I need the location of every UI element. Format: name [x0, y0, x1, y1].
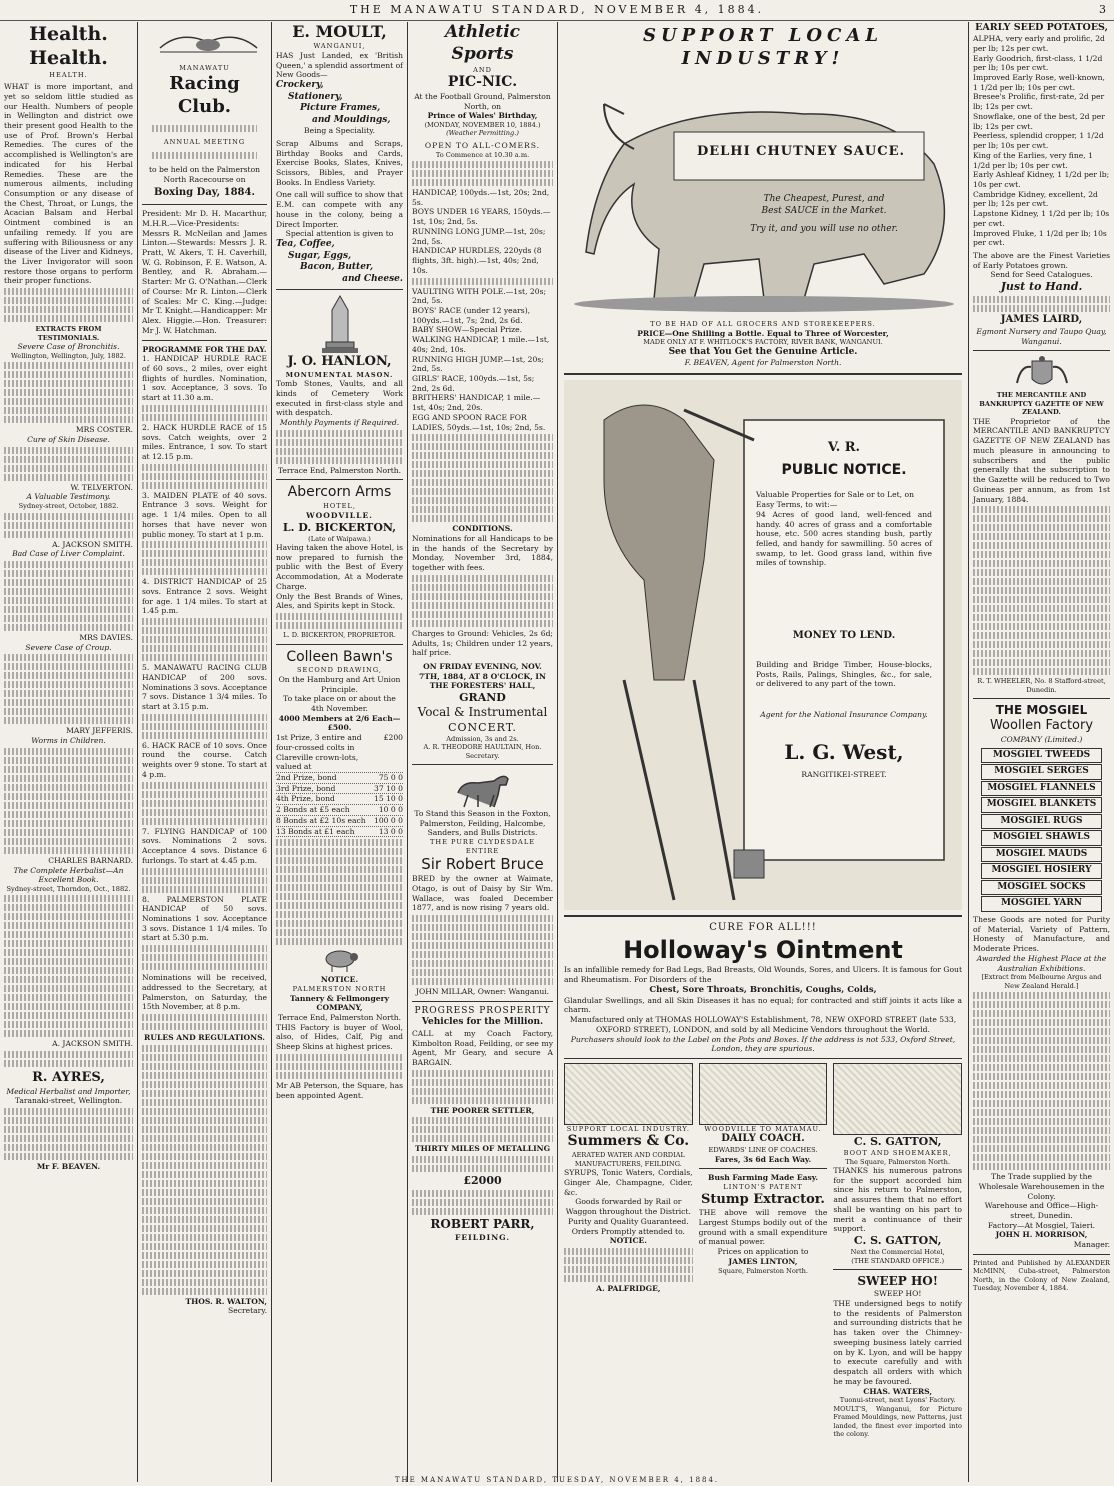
footer-line: THE MANAWATU STANDARD, TUESDAY, NOVEMBER 4, 1884.	[394, 1476, 720, 1484]
prize-label: 2nd Prize, bond	[276, 773, 337, 783]
moult-item: Stationery,	[288, 91, 343, 102]
stump-text: THE above will remove the Largest Stumps bodily out of the ground with a small expenditure of manual power.	[698, 1208, 828, 1247]
case-place: Sydney-street, Thorndon, Oct., 1882.	[6, 884, 131, 893]
chutney-made: MADE ONLY AT F. WHITLOCK'S FACTORY, RIVER BANK, WANGANUI.	[643, 338, 883, 347]
seed-variety: Snowflake, one of the best, 2d per lb; 12s per cwt.	[973, 111, 1105, 131]
ayres-name: R. AYRES,	[32, 1070, 105, 1086]
morrison-name: JOHN H. MORRISON,	[995, 1230, 1088, 1240]
racing-crest-icon	[150, 28, 259, 58]
stud-heading: To Stand this Season in the Foxton, Palmerston, Feilding, Halcombe, Sanders, and Bulls Districts.	[414, 809, 551, 838]
settler: THE POORER SETTLER,	[430, 1105, 535, 1115]
woodville-route: WOODVILLE TO MATAMAU.	[704, 1125, 822, 1134]
race-item: 6. HACK RACE of 10 sovs. Once round the course. Catch weights over 9 stone. To start at 4 p.m.	[142, 740, 267, 779]
gazette-heading: THE MERCANTILE AND BANKRUPTCY GAZETTE OF NEW ZEALAND.	[979, 391, 1104, 417]
case-signature: A. JACKSON SMITH.	[52, 539, 133, 549]
sweep-heading: SWEEP HO!	[857, 1273, 939, 1288]
summers-advert	[564, 1063, 693, 1438]
club-small: MANAWATU	[179, 64, 230, 72]
moult-item: Crockery,	[276, 80, 324, 91]
building-illustration-icon	[833, 1063, 962, 1135]
seeds-heading: EARLY SEED POTATOES,	[975, 22, 1108, 33]
chutney-agent: F. BEAVEN, Agent for Palmerston North.	[684, 358, 842, 368]
holloway-text: Is an infallible remedy for Bad Legs, Bad Breasts, Old Wounds, Sores, and Ulcers. It is famous for Gout and Rheumatism. For Disorders of the	[564, 965, 962, 985]
club-name: Racing Club.	[169, 73, 240, 118]
prize-value: 75 0 0	[378, 773, 403, 783]
vehicles-heading: Vehicles for the Million.	[421, 1017, 544, 1028]
concert-grand: GRAND	[459, 691, 506, 705]
concert-evening: ON FRIDAY EVENING, NOV. 7TH, 1884, AT 8 O'CLOCK, IN THE FORESTERS' HALL,	[419, 662, 546, 691]
prize-row	[276, 805, 403, 816]
race-item: 8. PALMERSTON PLATE HANDICAP of 50 sovs. Nominations 1 sov. Acceptance 3 sovs. Distance 1 1/4 miles. To start at 5.30 p.m.	[142, 894, 267, 943]
seeds-catalogues: Send for Seed Catalogues.	[990, 270, 1093, 280]
moult-town: WANGANUI,	[313, 42, 366, 51]
moult-mouldings: MOULT'S, Wanganui, for Picture Framed Mouldings, new Patterns, just landed, the finest ever imported into the colony.	[833, 1404, 963, 1438]
health-intro: WHAT is more important, and yet so seldom little studied as our Health. Numbers of people in Wellington and district owe their present good Health to the use of Prof. Brown's Herbal Remedies. The cures of the accomplished is Wellington's are indicated for his Herbal Remedies. These are the numerous ailments, including Consumption or any disease of the Chest, Throat, or Lungs, the Acacian Balsam and Herbal Ointment combined is an unfailing remedy. If you are suffering with Biliousness or any disease of the Liver and Kidneys, the Liver Invigorator will soon restore those organs to perform their proper functions.	[4, 82, 133, 286]
money-to-lend: MONEY TO LEND.	[792, 629, 896, 641]
linton-name: JAMES LINTON,	[728, 1256, 798, 1266]
chutney-tag: The Cheapest, Purest, and	[763, 194, 885, 205]
event-item: VAULTING WITH POLE.—1st, 20s; 2nd, 5s.	[412, 286, 547, 306]
coach-fares: Fares, 3s 6d Each Way.	[714, 1154, 812, 1164]
stud-owner: JOHN MILLAR, Owner: Wanganui.	[415, 987, 550, 997]
prize-value: £200	[383, 733, 403, 743]
imprint: Printed and Published by ALEXANDER McMINN, Cuba-street, Palmerston North, in the Colony of New Zealand, Tuesday, November 4, 1884.	[973, 1258, 1110, 1293]
mosgiel-item: MOSGIEL SOCKS	[981, 880, 1102, 896]
horse-icon	[412, 769, 553, 809]
health-heading: Health. Health.	[29, 23, 108, 70]
case-signature: MRS DAVIES.	[79, 632, 133, 642]
factory-illustration-icon	[564, 1063, 693, 1125]
painter-illustration-icon	[564, 380, 962, 910]
mosgiel-factory-loc: Factory—At Mosgiel, Taieri.	[987, 1220, 1096, 1230]
event-item: BABY SHOW—Special Prize.	[412, 325, 523, 335]
masthead-title: THE MANAWATU STANDARD, NOVEMBER 4, 1884.	[349, 3, 765, 16]
holloway-made: Manufactured only at THOMAS HOLLOWAY'S Establishment, 78, NEW OXFORD STREET (late 533, OXFORD STREET), LONDON, and sold by all Medicine Vendors throughout the World.	[569, 1015, 957, 1034]
materials-text: Building and Bridge Timber, House-blocks, Posts, Rails, Palings, Shingles, &c., for sale, or delivered to any part of the town.	[756, 659, 932, 689]
sweep-sign: CHAS. WATERS,	[863, 1386, 933, 1396]
prize-row	[276, 773, 403, 784]
case-title: A Valuable Testimony.	[26, 492, 111, 502]
mosgiel-heading: THE MOSGIEL	[995, 703, 1088, 718]
mosgiel-factory: Woollen Factory	[989, 718, 1094, 734]
metalling: THIRTY MILES OF METALLING	[414, 1144, 551, 1154]
stump-extractor: Stump Extractor.	[701, 1191, 825, 1207]
gatton-name: C. S. GATTON,	[853, 1234, 942, 1248]
lgwest-street: RANGITIKEI-STREET.	[801, 769, 887, 779]
seed-variety: ALPHA, very early and prolific, 2d per lb; 12s per cwt.	[973, 34, 1105, 53]
hanlon-payments: Monthly Payments if Required.	[279, 418, 400, 428]
partridge-name: A. PALFRIDGE,	[596, 1284, 661, 1293]
seed-variety: King of the Earlies, very fine, 1 1/2d per lb; 10s per cwt.	[973, 150, 1093, 170]
vehicles-text: CALL at my Coach Factory, Kimbolton Road, Feilding, or see my Agent, Mr Geary, and secure A BARGAIN.	[412, 1028, 553, 1068]
officers: President: Mr D. H. Macarthur, M.H.R.—Vice-Presidents: Messrs R. McNeilan and James Linton.—Stewards: Messrs J. R. Pratt, W. Akers, T. H. Caverhill, W. G. Robinson, F. E. Watson, A. Bentley, and R. Abraham.—Starter: Mr G. O'Nathan.—Clerk of Course: Mr R. Linton.—Clerk of Scales: Mr C. King.—Judge: Mr T. Knight.—Handicapper: Mr Alex. Higgie.—Hon. Treasurer: Mr J. W. Hatchman.	[142, 209, 267, 335]
sports-day: Prince of Wales' Birthday,	[427, 111, 538, 121]
mosgiel-trade: The Trade supplied by the Wholesale Warehousemen in the Colony.	[978, 1172, 1105, 1201]
prize-value: 10 0 0	[378, 805, 403, 815]
holloway-purchasers: Purchasers should look to the Label on the Pots and Boxes. If the address is not 533, Oxford Street, London, they are spurious.	[570, 1034, 956, 1054]
stud-name: Sir Robert Bruce	[421, 855, 544, 874]
summers-name: Summers & Co.	[567, 1133, 690, 1150]
prize-value: 15 10 0	[374, 794, 403, 804]
gazette-sign: R. T. WHEELER, No. 8 Stafford-street, Dunedin.	[977, 677, 1106, 694]
sweep-text: THE undersigned begs to notify to the residents of Palmerston and surrounding districts that he has taken over the Chimney-sweeping business lately carried on by K. Lyon, and will be happy to execute carefully and with despatch all orders with which he may be favoured.	[833, 1299, 963, 1386]
prize-value: 37 10 0	[374, 783, 403, 793]
sports-date: (MONDAY, NOVEMBER 10, 1884.)	[424, 121, 541, 129]
public-notice-advert	[564, 380, 962, 910]
mosgiel-award: Awarded the Highest Place at the Australian Exhibitions.	[976, 953, 1107, 973]
seed-variety: Improved Fluke, 1 1/2d per lb; 10s per cwt.	[973, 228, 1107, 248]
agent-name: Mr F. BEAVEN.	[36, 1162, 101, 1172]
mosgiel-company: COMPANY (Limited.)	[1000, 735, 1083, 745]
summers-goods: Goods forwarded by Rail or Waggon throughout the District.	[565, 1197, 691, 1217]
colleen-date: To take place on or about the 4th November.	[283, 694, 396, 714]
seed-variety: Cambridge Kidney, excellent, 2d per lb; 12s per cwt.	[973, 189, 1098, 209]
prize-list	[276, 733, 403, 837]
case-signature: A. JACKSON SMITH.	[52, 1039, 133, 1049]
testimonials-heading: EXTRACTS FROM TESTIMONIALS.	[35, 325, 102, 342]
masthead	[0, 0, 1114, 21]
edwards-line: EDWARDS' LINE OF COACHES.	[708, 1146, 818, 1155]
column-sports	[408, 22, 557, 1482]
column-moult	[272, 22, 407, 1482]
mosgiel-item: MOSGIEL BLANKETS	[981, 797, 1102, 813]
moult-name: E. MOULT,	[292, 22, 387, 41]
case-signature: CHARLES BARNARD.	[48, 855, 133, 865]
conditions-text: Nominations for all Handicaps to be in the hands of the Secretary by Monday, November 3rd, 1884, together with fees.	[412, 534, 553, 573]
case-signature: MARY JEFFERIS.	[66, 726, 133, 736]
seed-variety: Early Ashleaf Kidney, 1 1/2d per lb; 10s per cwt.	[973, 170, 1110, 189]
conditions-heading: CONDITIONS.	[452, 524, 513, 534]
event-item: RUNNING LONG JUMP.—1st, 20s; 2nd, 5s.	[412, 226, 546, 246]
case-place: Wellington, Wellington, July, 1882.	[11, 351, 126, 360]
secretary-name: THOS. R. WALTON,	[185, 1296, 267, 1306]
seeds-above: The above are the Finest Varieties of Early Potatoes grown.	[973, 250, 1110, 270]
mosgiel-item: MOSGIEL HOSIERY	[981, 863, 1102, 879]
tannery-sign: Mr AB Peterson, the Square, has been appointed Agent.	[276, 1080, 403, 1100]
gatton-address: The Square, Palmerston North.	[845, 1157, 950, 1166]
race-item: 5. MANAWATU RACING CLUB HANDICAP of 200 sovs. Nominations 3 sovs. Acceptance 7 sovs. Distance 1 3/4 miles. To start at 3.15 p.m.	[142, 663, 267, 712]
prize-label: 1st Prize, 3 entire and four-crossed colts in Clareville crown-lots, valued at	[276, 733, 362, 772]
sports-picnic: PIC-NIC.	[447, 73, 518, 90]
colleen-name: Colleen Bawn's	[286, 648, 393, 665]
hotel-name: Abercorn Arms	[287, 484, 392, 501]
summers-items: SYRUPS, Tonic Waters, Cordials, Ginger Ale, Champagne, Cider, &c.	[564, 1168, 693, 1197]
tannery-text: THIS Factory is buyer of Wool, also, of Hides, Calf, Pig and Sheep Skins at highest prices.	[276, 1022, 403, 1052]
moult-grocery: and Cheese.	[342, 273, 403, 284]
programme-heading: PROGRAMME FOR THE DAY.	[142, 344, 267, 354]
case-signature: MRS COSTER.	[75, 425, 133, 435]
bush-farming: Bush Farming Made Easy.	[708, 1173, 818, 1183]
secretary-title: Secretary.	[228, 1306, 267, 1316]
case-title: The Complete Herbalist—An Excellent Book.	[13, 865, 124, 885]
holloway-cure: CURE FOR ALL!!!	[709, 921, 817, 933]
nominations: Nominations will be received, addressed to the Secretary, at Palmerston, on Saturday, the 15th November, at 8 p.m.	[142, 973, 267, 1012]
partridge-notice: NOTICE.	[609, 1236, 647, 1246]
prize-label: 4th Prize, bond	[276, 794, 335, 804]
sheep-icon	[276, 947, 403, 975]
prize-value: 100 0 0	[374, 815, 403, 825]
sports-venue: At the Football Ground, Palmerston North, on	[414, 91, 551, 111]
prize-label: 2 Bonds at £5 each	[276, 805, 350, 815]
event-item: EGG AND SPOON RACE FOR LADIES, 50yds.—1st, 10s; 2nd, 5s.	[412, 412, 546, 432]
concert-title: CONCERT.	[448, 720, 517, 734]
moult-text: HAS Just Landed, ex 'British Queen,' a splendid assortment of New Goods—	[276, 50, 403, 80]
colleen-sub: SECOND DRAWING,	[297, 666, 382, 675]
gatton-text: THANKS his numerous patrons for the support accorded him since his return to Palmerston, and assures them that no effort shall be wanting on his part to merit a continuance of their support.	[833, 1165, 963, 1234]
moult-speciality: Being a Speciality.	[304, 126, 375, 136]
summers-orders: Orders Promptly attended to.	[571, 1226, 685, 1236]
prize-label: 3rd Prize, bond	[276, 783, 336, 793]
mosgiel-item: MOSGIEL SHAWLS	[981, 830, 1102, 846]
tannery-town: PALMERSTON NORTH	[292, 985, 387, 994]
hotel-owner: L. D. BICKERTON,	[282, 520, 397, 534]
support-heading: SUPPORT LOCAL INDUSTRY!	[642, 25, 884, 70]
mosgiel-item: MOSGIEL TWEEDS	[981, 748, 1102, 764]
morrison-title: Manager.	[1073, 1240, 1110, 1250]
chutney-advert	[564, 74, 962, 314]
hotel-late: (Late of Waipawa.)	[308, 534, 371, 543]
ayres-trade: Medical Herbalist and Importer,	[6, 1086, 131, 1096]
sports-heading: Athletic Sports	[444, 22, 521, 64]
summers-purity: Purity and Quality Guaranteed.	[568, 1216, 689, 1226]
notice-title: NOTICE.	[320, 975, 359, 985]
stump-prices: Prices on application to	[717, 1247, 809, 1257]
event-item: HANDICAP HURDLES, 220yds (8 flights, 3ft. high).—1st, 40s; 2nd, 10s.	[412, 246, 542, 275]
gazette-text: THE Proprietor of the MERCANTILE AND BANKRUPTCY GAZETTE OF NEW ZEALAND has much pleasure in announcing to subscribers and the public generally that the subscription to the Gazette will be reduced to Two Guineas per annum, as from 1st January, 1884.	[973, 416, 1110, 504]
page-number: 3	[1099, 3, 1106, 16]
vr-mark: V. R.	[827, 439, 861, 455]
race-item: 2. HACK HURDLE RACE of 15 sovs. Catch weights, over 2 miles. Entrance, 1 sov. To start at 12.15 p.m.	[142, 422, 267, 461]
case-title: Severe Case of Croup.	[25, 642, 112, 652]
gatton-name: C. S. GATTON,	[853, 1135, 942, 1149]
hanlon-name: J. O. HANLON,	[287, 354, 392, 370]
chutney-obtain: TO BE HAD OF ALL GROCERS AND STOREKEEPERS.	[650, 320, 876, 329]
event-item: BOYS UNDER 16 YEARS, 150yds.—1st, 10s; 2nd, 5s.	[412, 207, 551, 227]
mosgiel-item: MOSGIEL FLANNELS	[981, 781, 1102, 797]
chutney-price: PRICE—One Shilling a Bottle. Equal to Three of Worcester,	[637, 328, 889, 338]
held-line: to be held on the Palmerston North Racecourse on	[148, 164, 261, 184]
annual-meeting: ANNUAL MEETING	[163, 137, 246, 146]
tannery-name: Tannery & Fellmongery COMPANY,	[289, 993, 390, 1013]
gatton-address: Next the Commercial Hotel,	[850, 1248, 945, 1257]
concert-admission: Admission, 3s and 2s.	[446, 734, 519, 743]
mosgiel-text: These Goods are noted for Purity of Material, Variety of Pattern, Honesty of Manufacture, and Moderate Prices.	[973, 914, 1110, 954]
case-signature: W. TELVERTON.	[70, 482, 133, 492]
just-to-hand: Just to Hand.	[1000, 280, 1083, 294]
properties-intro: Valuable Properties for Sale or to Let, on Easy Terms, to wit:—	[756, 489, 914, 509]
event-item: BOYS' RACE (under 12 years), 100yds.—1st, 7s; 2nd, 2s 6d.	[412, 305, 531, 325]
health-subheading: HEALTH.	[49, 70, 88, 79]
gatton-trade: BOOT AND SHOEMAKER,	[843, 1149, 952, 1158]
mosgiel-warehouse: Warehouse and Office—High-street, Dunedin.	[984, 1201, 1099, 1221]
prize-label: 8 Bonds at £2 10s each	[276, 815, 366, 825]
holloway-more: Glandular Swellings, and all Skin Diseases it has no equal; for contracted and stiff joints it acts like a charm.	[564, 995, 962, 1015]
colleen-members: 4000 Members at 2/6 Each—£500.	[278, 713, 401, 733]
summers-sub: AERATED WATER AND CORDIAL MANUFACTURERS, FEILDING.	[571, 1151, 685, 1168]
laird-name: JAMES LAIRD,	[1000, 314, 1083, 326]
mosgiel-extract: [Extract from Melbourne Argus and New Zealand Herald.]	[981, 973, 1102, 990]
hotel-sign: L. D. BICKERTON, PROPRIETOR.	[283, 631, 396, 640]
prize-row	[276, 733, 403, 773]
hotel-town: WOODVILLE.	[306, 510, 373, 520]
case-title: Worms in Children.	[31, 736, 106, 746]
holloway-chest: Chest, Sore Throats, Bronchitis, Coughs, Colds,	[649, 984, 877, 995]
moult-special: Special attention is given to	[285, 229, 394, 239]
case-place: Sydney-street, October, 1882.	[18, 502, 119, 511]
case-title: Bad Case of Liver Complaint.	[12, 549, 125, 559]
lgwest-name: L. G. West,	[784, 739, 904, 764]
holloway-title: Holloway's Ointment	[623, 935, 903, 964]
concert-vocal: Vocal & Instrumental	[417, 705, 548, 720]
hotel-text: Having taken the above Hotel, is now prepared to furnish the public with the Best of Every Accommodation, At a Moderate Charge.	[276, 543, 403, 591]
sweep-address: Tuonui-street, next Lyons' Factory.	[839, 1396, 956, 1405]
seed-variety: Lapstone Kidney, 1 1/2d per lb; 10s per cwt.	[973, 209, 1110, 228]
column-racing	[138, 22, 271, 1482]
gatton-advert	[833, 1063, 962, 1438]
prize-value: 13 0 0	[378, 826, 403, 836]
moult-item: Picture Frames,	[300, 103, 381, 114]
race-item: 7. FLYING HANDICAP of 100 sovs. Nominations 2 sovs. Acceptance 4 sovs. Distance 6 furlongs. To start at 4.45 p.m.	[142, 826, 267, 865]
column-health	[0, 22, 137, 1482]
sweep-subheading: SWEEP HO!	[873, 1289, 922, 1299]
meeting-date: Boxing Day, 1884.	[154, 187, 255, 199]
concert-secretary: A. R. THEODORE HAULTAIN, Hon. Secretary.	[423, 743, 542, 760]
sports-weather: (Weather Permitting.)	[446, 129, 519, 138]
woodville-advert	[699, 1063, 828, 1438]
mosgiel-item: MOSGIEL YARN	[981, 896, 1102, 912]
machine-illustration-icon	[699, 1063, 828, 1125]
prize-row	[276, 784, 403, 795]
royal-arms-icon	[973, 355, 1110, 391]
column-seeds	[969, 22, 1114, 1482]
seed-variety: Bresee's Prolific, first-rate, 2d per lb; 12s per cwt.	[973, 92, 1105, 112]
progress-heading: PROGRESS PROSPERITY	[414, 1005, 551, 1016]
hotel-brands: Only the Best Brands of Wines, Ales, and Spirits kept in Stock.	[276, 591, 403, 611]
event-item: RUNNING HIGH JUMP.—1st, 20s; 2nd, 5s.	[412, 354, 544, 374]
parr-town: FEILDING.	[454, 1232, 510, 1242]
mosgiel-item: MOSGIEL SERGES	[981, 764, 1102, 780]
prize-row	[276, 827, 403, 838]
sports-and: AND	[473, 65, 492, 74]
monument-icon	[276, 294, 403, 354]
chutney-tag: Best SAUCE in the Market.	[761, 206, 887, 217]
hotel-sub: HOTEL,	[323, 502, 356, 511]
event-item: GIRLS' RACE, 100yds.—1st, 5s; 2nd, 2s 6d.	[412, 373, 535, 393]
moult-grocery: Tea, Coffee,	[276, 239, 335, 250]
tannery-address: Terrace End, Palmerston North.	[277, 1012, 402, 1022]
linton-address: Square, Palmerston North.	[718, 1266, 808, 1275]
race-item: 4. DISTRICT HANDICAP of 25 sovs. Entrance 2 sovs. Weight for age. 1 1/4 miles. To start at 1.45 p.m.	[142, 577, 267, 616]
linton-patent: LINTON'S PATENT	[723, 1183, 803, 1192]
mosgiel-item: MOSGIEL MAUDS	[981, 847, 1102, 863]
moult-grocery: Sugar, Eggs,	[288, 250, 352, 261]
chutney-genuine: See that You Get the Genuine Article.	[668, 346, 858, 357]
seed-variety: Early Goodrich, first-class, 1 1/2d per lb; 10s per cwt.	[973, 53, 1103, 73]
race-item: 3. MAIDEN PLATE of 40 sovs. Entrance 3 sovs. Weight for age. 1 1/4 miles. Open to all horses that have never won public money. To start at 1 p.m.	[142, 490, 267, 539]
moult-item: and Mouldings,	[312, 114, 391, 125]
daily-coach: DAILY COACH.	[721, 1133, 805, 1145]
hanlon-text: Tomb Stones, Vaults, and all kinds of Cemetery Work executed in first-class style and with despatch.	[276, 379, 403, 418]
summers-support: SUPPORT LOCAL INDUSTRY.	[566, 1125, 690, 1134]
seed-variety: Peerless, splendid cropper, 1 1/2d per lb; 10s per cwt.	[973, 131, 1104, 151]
column-center	[558, 22, 968, 1482]
prize-row	[276, 794, 403, 805]
case-title: Cure of Skin Disease.	[27, 434, 110, 444]
moult-call: One call will suffice to show that E.M. can compete with any house in the colony, being a Direct Importer.	[276, 190, 403, 229]
case-title: Severe Case of Bronchitis.	[17, 342, 120, 352]
sports-open: OPEN TO ALL-COMERS.	[424, 140, 541, 150]
sports-commence: To Commence at 10.30 a.m.	[435, 150, 530, 159]
public-notice-heading: PUBLIC NOTICE.	[781, 461, 907, 478]
bottom-ads	[564, 1063, 962, 1438]
stud-text: BRED by the owner at Waimate, Otago, is out of Daisy by Sir Wm. Wallace, was foaled December 1877, and is now rising 7 years old.	[412, 874, 553, 913]
race-item: 1. HANDICAP HURDLE RACE of 60 sovs., 2 miles, over eight flights of hurdles. Nomination, 1 sov. Acceptance, 3 sovs. To start at 11.30 a.m.	[142, 354, 267, 403]
ayres-address: Taranaki-street, Wellington.	[14, 1096, 123, 1106]
laird-address: Egmont Nursery and Taupo Quay, Wanganui.	[976, 327, 1107, 346]
prize-row	[276, 816, 403, 827]
chutney-banner: DELHI CHUTNEY SAUCE.	[696, 144, 906, 160]
charges: Charges to Ground: Vehicles, 2s 6d; Adults, 1s; Children under 12 years, half price.	[412, 628, 553, 658]
rules-heading: RULES AND REGULATIONS.	[144, 1032, 265, 1042]
moult-grocery: Bacon, Butter,	[300, 262, 374, 273]
mosgiel-item: MOSGIEL RUGS	[981, 814, 1102, 830]
insurance-agent: Agent for the National Insurance Company.	[760, 709, 928, 719]
gatton-office: (THE STANDARD OFFICE.)	[851, 1256, 945, 1265]
properties-text: 94 Acres of good land, well-fenced and handy. 40 acres of grass and a comfortable house, etc. 500 acres standing bush, partly felled, and handy for sawmilling. 50 acres of swamp, to let. Good grass land, within five miles of township.	[756, 509, 932, 568]
parr-name: ROBERT PARR,	[430, 1217, 535, 1232]
event-item: HANDICAP, 100yds.—1st, 20s; 2nd, 5s.	[412, 188, 550, 207]
event-item: BRITHERS' HANDICAP, 1 mile.—1st, 40s; 2nd, 20s.	[412, 393, 541, 413]
stud-entire: THE PURE CLYDESDALE ENTIRE	[429, 838, 536, 855]
mosgiel-list	[981, 748, 1102, 912]
hanlon-address: Terrace End, Palmerston North.	[277, 465, 402, 475]
amount: £2000	[463, 1174, 502, 1188]
colleen-text: On the Hamburg and Art Union Principle.	[278, 674, 401, 694]
moult-more: Scrap Albums and Scraps, Birthday Books and Cards, Exercise Books, Slates, Knives, Scissors, Bibles, and Prayer Books. In Endless Variety.	[276, 138, 403, 187]
seed-variety: Improved Early Rose, well-known, 1 1/2d per lb; 10s per cwt.	[973, 73, 1105, 92]
prize-label: 13 Bonds at £1 each	[276, 826, 355, 836]
event-item: WALKING HANDICAP, 1 mile.—1st, 40s; 2nd, 10s.	[412, 335, 550, 354]
hanlon-trade: MONUMENTAL MASON.	[285, 370, 394, 379]
chutney-tag: Try it, and you will use no other.	[750, 224, 898, 235]
